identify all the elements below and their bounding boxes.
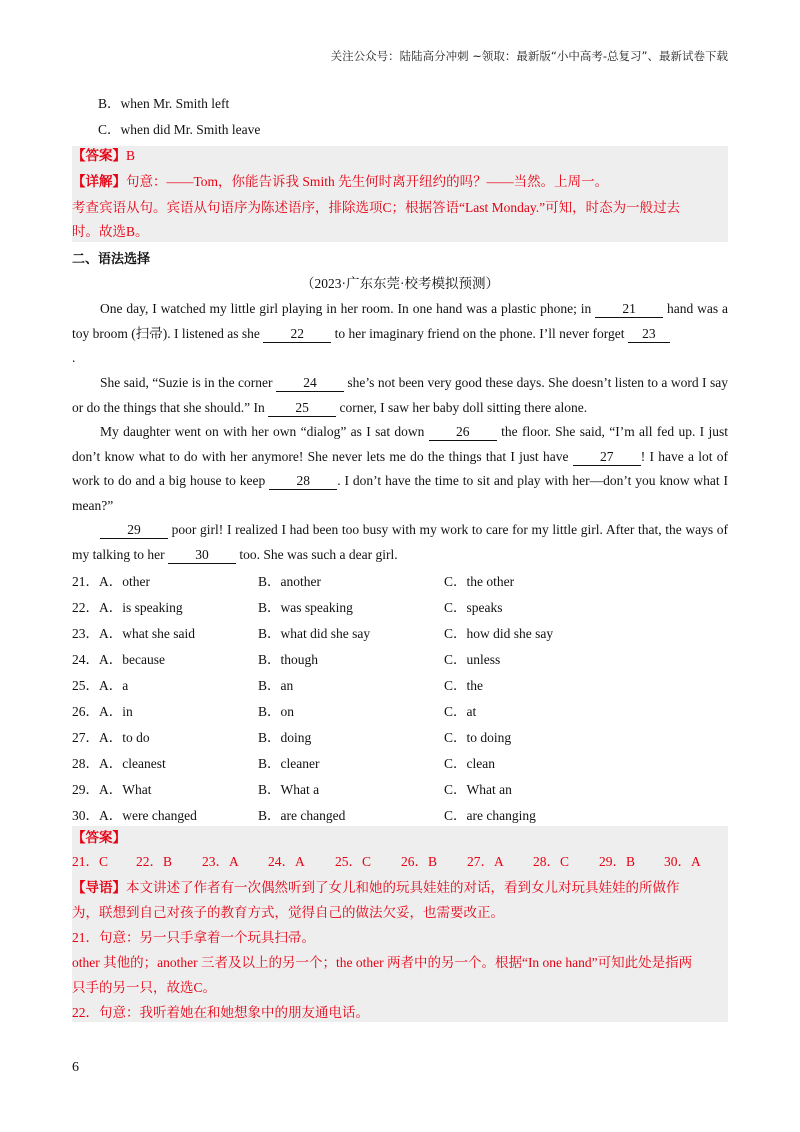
question-option: B．was speaking — [258, 600, 353, 615]
explanation-21-line-3: 只手的另一只，故选C。 — [72, 980, 217, 995]
blank-24: 24 — [276, 375, 344, 392]
question-option: B．though — [258, 652, 319, 667]
question-option: 28．A．cleanest — [72, 756, 166, 771]
question-option: B．on — [258, 704, 295, 719]
question-option: C．the other — [444, 574, 515, 589]
answer-item: 29．B — [599, 854, 636, 869]
prev-detail-1: 【详解】句意：——Tom，你能告诉我 Smith 先生何时离开纽约的吗？——当然。上周一。 — [72, 174, 609, 189]
blank-22: 22 — [263, 326, 331, 343]
prev-answer: 【答案】B — [72, 148, 136, 163]
explanation-21-line-1: 21．句意：另一只手拿着一个玩具扫帚。 — [72, 930, 315, 945]
question-option: 29．A．What — [72, 782, 152, 797]
prev-detail-2: 考查宾语从句。宾语从句语序为陈述语序，排除选项C；根据答语“Last Monday.”可知，时态为一般过去 — [72, 200, 681, 215]
question-option: B．another — [258, 574, 321, 589]
question-option: C．at — [444, 704, 477, 719]
prev-answer-block — [72, 146, 728, 242]
question-option: 24．A．because — [72, 652, 165, 667]
question-option: C．clean — [444, 756, 495, 771]
passage-paragraph-4: 29 poor girl! I realized I had been too busy with my work to care for my little girl. After that, the ways of my talking to her 30 too. She was such a dear girl. — [72, 522, 729, 562]
question-option: 23．A．what she said — [72, 626, 195, 641]
question-option: C．What an — [444, 782, 512, 797]
passage-paragraph-3: My daughter went on with her own “dialog” as I sat down 26 the floor. She said, “I’m all fed up. I just don’t know what to do with her anymore! She never lets me do the things that I just have 27 ! I have a lot of work to do and a big house to keep 28 . I don’t have the time to sit and play with her—don’t you know what I mean?” — [72, 424, 729, 513]
question-option: C．are changing — [444, 808, 536, 823]
question-option: B．what did she say — [258, 626, 371, 641]
guide-line-2: 为，联想到自己对孩子的教育方式，觉得自己的做法欠妥，也需要改正。 — [72, 905, 504, 920]
question-option: B．doing — [258, 730, 312, 745]
section-title: 二、语法选择 — [72, 252, 151, 267]
answer-item: 22．B — [136, 854, 173, 869]
question-option: B．are changed — [258, 808, 346, 823]
passage-paragraph-2: She said, “Suzie is in the corner 24 she’s not been very good these days. She doesn’t listen to a word I say or do the things that she should.” In 25 corner, I saw her baby doll sitting there alone. — [72, 375, 728, 415]
section-source: （2023·广东东莞·校考模拟预测） — [301, 276, 499, 291]
question-option: 30．A．were changed — [72, 808, 197, 823]
question-option: B．an — [258, 678, 294, 693]
question-option: 27．A．to do — [72, 730, 150, 745]
prev-option-b: B．when Mr. Smith left — [98, 96, 230, 111]
question-option: B．What a — [258, 782, 320, 797]
question-option: C．to doing — [444, 730, 512, 745]
answer-item: 30．A — [664, 854, 701, 869]
question-option: C．the — [444, 678, 483, 693]
question-option: 22．A．is speaking — [72, 600, 183, 615]
passage-paragraph-1: One day, I watched my little girl playing in her room. In one hand was a plastic phone; in 21 hand was a toy broom (扫帚). I listened as she 22 to her imaginary friend on the phone. I’ll never forget 23 . — [72, 301, 729, 365]
explanation-22-line-1: 22．句意：我听着她在和她想象中的朋友通电话。 — [72, 1005, 369, 1020]
blank-29: 29 — [100, 522, 168, 539]
question-option: 21．A．other — [72, 574, 150, 589]
guide-line-1: 【导语】本文讲述了作者有一次偶然听到了女儿和她的玩具娃娃的对话，看到女儿对玩具娃娃的所做作 — [72, 880, 680, 895]
blank-25: 25 — [268, 400, 336, 417]
blank-21: 21 — [595, 301, 663, 318]
answer-item: 26．B — [401, 854, 438, 869]
question-option: B．cleaner — [258, 756, 320, 771]
prev-option-c: C．when did Mr. Smith leave — [98, 122, 261, 137]
question-option: C．how did she say — [444, 626, 554, 641]
answer-item: 28．C — [533, 854, 570, 869]
answer-item: 27．A — [467, 854, 504, 869]
blank-26: 26 — [429, 424, 497, 441]
explanation-21-line-2: other 其他的；another 三者及以上的另一个；the other 两者中的另一个。根据“In one hand”可知此处是指两 — [72, 955, 693, 970]
question-option: 25．A．a — [72, 678, 129, 693]
answer-item: 21．C — [72, 854, 109, 869]
blank-28: 28 — [269, 473, 337, 490]
answer-item: 25．C — [335, 854, 372, 869]
blank-27: 27 — [573, 449, 641, 466]
question-option: C．speaks — [444, 600, 503, 615]
blank-23: 23 — [628, 326, 670, 343]
page-header: 关注公众号：陆陆高分冲刺 ~领取：最新版“小中高考-总复习”、最新试卷下载 — [330, 49, 728, 63]
answer-item: 23．A — [202, 854, 239, 869]
blank-30: 30 — [168, 547, 236, 564]
prev-detail-3: 时。故选B。 — [72, 224, 149, 239]
page-number: 6 — [72, 1060, 79, 1075]
answer-key — [0, 852, 800, 872]
answer-label: 【答案】 — [72, 830, 126, 845]
question-option: C．unless — [444, 652, 501, 667]
answer-item: 24．A — [268, 854, 305, 869]
question-option: 26．A．in — [72, 704, 133, 719]
